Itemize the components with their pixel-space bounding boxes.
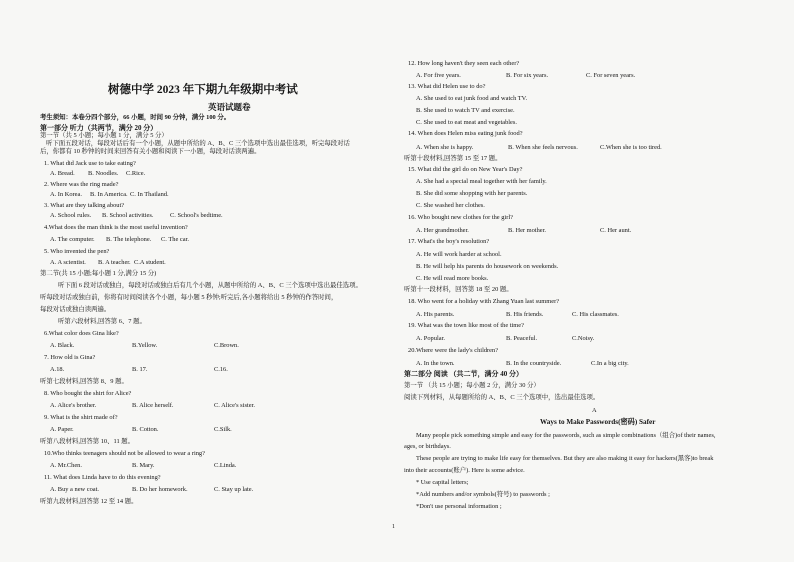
material-label: 听第六段材料,回答第 6、7 题。 bbox=[58, 318, 146, 325]
question-stem: 18. Who went for a holiday with Zhang Yuan last summer? bbox=[408, 298, 560, 305]
question-stem: 15. What did the girl do on New Year's Day? bbox=[408, 166, 523, 173]
question-options bbox=[50, 191, 169, 199]
option-c[interactable]: C. Her aunt. bbox=[600, 227, 632, 234]
question-options bbox=[416, 227, 631, 235]
option-a[interactable]: A. Alice's brother. bbox=[50, 402, 97, 409]
question-stem: 11. What does Linda have to do this evening? bbox=[44, 474, 161, 481]
question-stem: 5. Who invented the pen? bbox=[44, 248, 110, 255]
option-c[interactable]: C. His classmates. bbox=[572, 311, 619, 318]
section2-instruction: 听下面 6 段对话或独白，每段对话或独白后有几个小题，从题中所给的 A、B、C 三个选项中选出最佳选项。 bbox=[58, 282, 362, 289]
option-b[interactable]: B. In the countryside. bbox=[506, 360, 562, 367]
option-c[interactable]: C.A student. bbox=[134, 259, 166, 266]
material-label: 听第七段材料,回答第 8、9 题。 bbox=[40, 378, 128, 385]
option-a[interactable]: A. Bread. bbox=[50, 170, 75, 177]
material-label: 听第十一段材料，回答第 18 至 20 题。 bbox=[404, 286, 513, 293]
section2-heading: 第二节(共 15 小题;每小题 1 分,满分 15 分) bbox=[40, 270, 157, 277]
question-options bbox=[50, 170, 145, 178]
option-c[interactable]: C. Alice's sister. bbox=[214, 402, 255, 409]
option-c[interactable]: C.Rice. bbox=[126, 170, 146, 177]
section1-heading: 第一节（共 5 小题；每小题 1 分，满分 5 分） bbox=[40, 132, 168, 139]
question-options bbox=[416, 311, 619, 319]
part1-heading: 第一部分 听力（共两节，满分 20 分） bbox=[40, 124, 158, 132]
option-a[interactable]: A. His parents. bbox=[416, 311, 455, 318]
section1-instruction: 听下面五段对话，每段对话后有一个小题，从题中所给的 A、B、C 三个选项中选出最佳选项，听完每段对话 bbox=[46, 140, 350, 147]
option-a[interactable]: A. The computer. bbox=[50, 236, 95, 243]
option-b[interactable]: B. When she feels nervous. bbox=[508, 144, 578, 151]
question-stem: 2. Where was the ring made? bbox=[44, 181, 119, 188]
question-stem: 10.Who thinks teenagers should not be allowed to wear a ring? bbox=[44, 450, 205, 457]
question-stem: 17. What's the boy's resolution? bbox=[408, 238, 490, 245]
question-options bbox=[50, 259, 166, 267]
passage-letter: A bbox=[592, 407, 597, 414]
question-options bbox=[416, 335, 594, 343]
option-a[interactable]: A. In Korea. bbox=[50, 191, 82, 198]
passage-text: into their accounts(账户). Here is some advice. bbox=[404, 467, 525, 474]
passage-tip: * Use capital letters; bbox=[416, 479, 469, 486]
option-c[interactable]: C.16. bbox=[214, 366, 228, 373]
question-options bbox=[50, 462, 236, 470]
part2-section1-heading: 第一节 （共 15 小题；每小题 2 分，满分 30 分） bbox=[404, 382, 540, 389]
material-label: 听第九段材料,回答第 12 至 14 题。 bbox=[40, 498, 138, 505]
option-b[interactable]: B. Alice herself. bbox=[132, 402, 174, 409]
option-c[interactable]: C. She used to eat meat and vegetables. bbox=[416, 119, 517, 126]
question-stem: 8. Who bought the shirt for Alice? bbox=[44, 390, 132, 397]
exam-note: 考生须知：本卷分四个部分，66 小题，时间 90 分钟，满分 100 分。 bbox=[40, 114, 231, 121]
option-c[interactable]: C.In a big city. bbox=[591, 360, 629, 367]
material-label: 听第八段材料,回答第 10、11 题。 bbox=[40, 438, 135, 445]
question-stem: 14. When does Helen miss eating junk food? bbox=[408, 130, 523, 137]
option-b[interactable]: B. A teacher. bbox=[98, 259, 131, 266]
option-c[interactable]: C.Noisy. bbox=[572, 335, 595, 342]
option-b[interactable]: B. In America. bbox=[90, 191, 128, 198]
option-b[interactable]: B. His friends. bbox=[506, 311, 544, 318]
question-stem: 3. What are they talking about? bbox=[44, 202, 125, 209]
question-options bbox=[50, 402, 255, 410]
option-a[interactable]: A. She used to eat junk food and watch TV. bbox=[416, 95, 528, 102]
option-a[interactable]: A. She had a special meal together with her family. bbox=[416, 178, 547, 185]
question-stem: 7. How old is Gina? bbox=[44, 354, 96, 361]
passage-text: ages, or birthdays. bbox=[404, 443, 451, 450]
material-label: 听第十段材料,回答第 15 至 17 题。 bbox=[404, 155, 502, 162]
option-b[interactable]: B. The telephone. bbox=[106, 236, 152, 243]
section1-instruction: 后，你都有 10 秒钟的时间来回答有关小题和阅读下一小题，每段对话读两遍。 bbox=[40, 148, 261, 155]
option-a[interactable]: A. Mr.Chen. bbox=[50, 462, 82, 469]
option-b[interactable]: B. She used to watch TV and exercise. bbox=[416, 107, 515, 114]
option-a[interactable]: A. In the town. bbox=[416, 360, 455, 367]
option-a[interactable]: A. Popular. bbox=[416, 335, 445, 342]
question-stem: 4.What does the man think is the most useful invention? bbox=[44, 224, 188, 231]
question-stem: 9. What is the shirt made of? bbox=[44, 414, 118, 421]
option-b[interactable]: B. Peaceful. bbox=[506, 335, 538, 342]
question-stem: 13. What did Helen use to do? bbox=[408, 83, 486, 90]
option-c[interactable]: C. In Thailand. bbox=[130, 191, 169, 198]
option-a[interactable]: A. School rules. bbox=[50, 212, 92, 219]
option-b[interactable]: B. For six years. bbox=[506, 72, 549, 79]
page-number: 1 bbox=[392, 524, 395, 530]
option-a[interactable]: A. For five years. bbox=[416, 72, 461, 79]
question-stem: 1. What did Jack use to take eating? bbox=[44, 160, 136, 167]
option-c[interactable]: C.Linda. bbox=[214, 462, 237, 469]
option-b[interactable]: B. School activities. bbox=[102, 212, 154, 219]
part2-instruction: 阅读下列材料，从每题所给的 A、B、C 三个选项中，选出最佳选项。 bbox=[404, 394, 600, 401]
option-b[interactable]: B. Do her homework. bbox=[132, 486, 188, 493]
question-options bbox=[50, 236, 189, 244]
question-options bbox=[50, 486, 253, 494]
question-stem: 16. Who bought new clothes for the girl? bbox=[408, 214, 513, 221]
passage-title: Ways to Make Passwords(密码) Safer bbox=[540, 418, 656, 426]
option-b[interactable]: B. He will help his parents do housework on weekends. bbox=[416, 263, 559, 270]
option-b[interactable]: B. 17. bbox=[132, 366, 148, 373]
section2-instruction: 听每段对话或独白前，你将有时间阅读各个小题，每小题 5 秒钟;听完后,各小题将给出 5 秒钟的作答时间， bbox=[40, 294, 338, 301]
option-c[interactable]: C. The car. bbox=[161, 236, 189, 243]
exam-subtitle: 英语试题卷 bbox=[208, 102, 251, 112]
question-options bbox=[416, 360, 629, 368]
question-stem: 20.Where were the lady's children? bbox=[408, 347, 499, 354]
option-b[interactable]: B.Yellow. bbox=[132, 342, 158, 349]
question-stem: 19. What was the town like most of the time? bbox=[408, 322, 524, 329]
option-a[interactable]: A.18. bbox=[50, 366, 65, 373]
option-b[interactable]: B. Her mother. bbox=[508, 227, 546, 234]
option-a[interactable]: A. Her grandmother. bbox=[416, 227, 469, 234]
option-a[interactable]: A. A scientist. bbox=[50, 259, 86, 266]
question-options bbox=[50, 366, 228, 374]
option-a[interactable]: A. Buy a new coat. bbox=[50, 486, 99, 493]
question-stem: 6.What color does Gina like? bbox=[44, 330, 119, 337]
option-c[interactable]: C. School's bedtime. bbox=[170, 212, 223, 219]
question-options bbox=[416, 144, 662, 152]
option-c[interactable]: C. For seven years. bbox=[586, 72, 636, 79]
part2-heading: 第二部分 阅读 （共二节，满分 40 分） bbox=[404, 370, 523, 378]
option-a[interactable]: A. Black. bbox=[50, 342, 75, 349]
option-c[interactable]: C. She washed her clothes. bbox=[416, 202, 485, 209]
passage-tip: *Add numbers and/or symbols(符号) to passwords ; bbox=[416, 491, 550, 498]
passage-text: Many people pick something simple and easy for the passwords, such as simple combinations（组合)of their names, bbox=[416, 432, 716, 439]
section2-instruction: 每段对话或独白读两遍。 bbox=[40, 306, 111, 313]
option-b[interactable]: B. Noodles. bbox=[88, 170, 119, 177]
question-options bbox=[50, 212, 223, 220]
option-c[interactable]: C. Stay up late. bbox=[214, 486, 254, 493]
passage-text: These people are trying to make life easy for themselves. But they are also making it easy for hackers(黑客)to break bbox=[416, 455, 714, 462]
option-c[interactable]: C.When she is too tired. bbox=[600, 144, 662, 151]
option-a[interactable]: A. Paper. bbox=[50, 426, 74, 433]
option-a[interactable]: A. When she is happy. bbox=[416, 144, 474, 151]
question-options bbox=[50, 426, 232, 434]
option-a[interactable]: A. He will work harder at school. bbox=[416, 251, 502, 258]
option-b[interactable]: B. Mary. bbox=[132, 462, 155, 469]
option-c[interactable]: C.Silk. bbox=[214, 426, 232, 433]
option-b[interactable]: B. She did some shopping with her parents. bbox=[416, 190, 528, 197]
option-c[interactable]: C. He will read more books. bbox=[416, 275, 489, 282]
passage-tip: *Don't use personal information ; bbox=[416, 503, 502, 510]
question-options bbox=[50, 342, 239, 350]
option-c[interactable]: C.Brown. bbox=[214, 342, 239, 349]
option-b[interactable]: B. Cotton. bbox=[132, 426, 159, 433]
question-stem: 12. How long haven't they seen each other? bbox=[408, 60, 520, 67]
question-options bbox=[416, 72, 635, 80]
exam-title: 树德中学 2023 年下期九年级期中考试 bbox=[108, 84, 298, 96]
